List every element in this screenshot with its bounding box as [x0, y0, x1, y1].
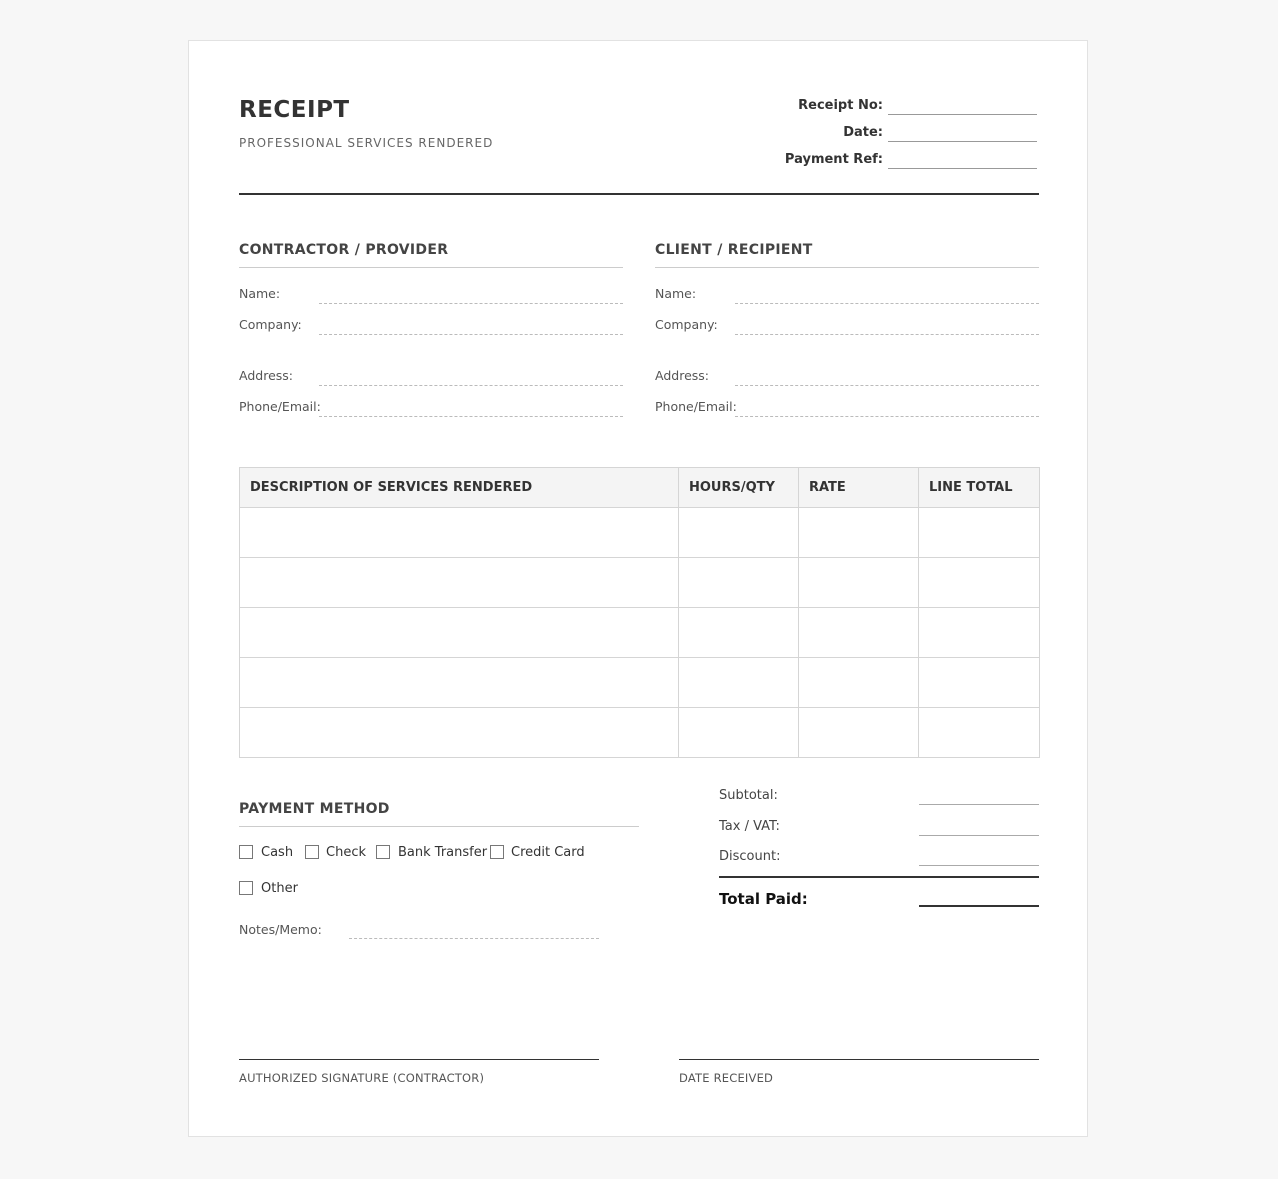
credit-card-checkbox[interactable] — [490, 845, 504, 859]
bank-transfer-checkbox[interactable] — [376, 845, 390, 859]
contractor-divider — [239, 267, 623, 268]
contractor-contact-field[interactable] — [319, 416, 623, 417]
line-total-cell[interactable] — [919, 608, 1040, 658]
line-total-cell[interactable] — [919, 708, 1040, 758]
payment-ref-field[interactable] — [888, 150, 1037, 169]
notes-label: Notes/Memo: — [239, 922, 322, 937]
table-header-row — [240, 468, 1040, 508]
client-divider — [655, 267, 1039, 268]
subtotal-field[interactable] — [919, 804, 1039, 805]
client-address-field[interactable] — [735, 385, 1039, 386]
table-row — [240, 608, 1040, 658]
column-header-line-total: LINE TOTAL — [919, 468, 1040, 508]
services-table — [239, 467, 1040, 758]
date-field[interactable] — [888, 123, 1037, 142]
hours-cell[interactable] — [679, 508, 799, 558]
bank-transfer-label: Bank Transfer — [398, 845, 488, 860]
client-contact-field[interactable] — [735, 416, 1039, 417]
table-row — [240, 508, 1040, 558]
rate-cell[interactable] — [799, 508, 919, 558]
discount-label: Discount: — [719, 849, 781, 864]
description-cell[interactable] — [240, 508, 679, 558]
discount-field[interactable] — [919, 865, 1039, 866]
hours-cell[interactable] — [679, 658, 799, 708]
line-total-cell[interactable] — [919, 658, 1040, 708]
contractor-contact-label: Phone/Email: — [239, 399, 321, 414]
credit-card-label: Credit Card — [511, 845, 585, 860]
client-name-field[interactable] — [735, 303, 1039, 304]
client-company-label: Company: — [655, 317, 718, 332]
total-paid-field[interactable] — [919, 905, 1039, 907]
total-paid-label: Total Paid: — [719, 890, 808, 908]
receipt-no-label: Receipt No: — [798, 98, 883, 113]
receipt-title: RECEIPT — [239, 97, 350, 123]
table-row — [240, 658, 1040, 708]
contractor-company-label: Company: — [239, 317, 302, 332]
client-address-label: Address: — [655, 368, 709, 383]
client-contact-label: Phone/Email: — [655, 399, 737, 414]
hours-cell[interactable] — [679, 708, 799, 758]
other-label: Other — [261, 881, 298, 896]
line-total-cell[interactable] — [919, 558, 1040, 608]
header-divider — [239, 193, 1039, 195]
contractor-signature-line[interactable] — [239, 1059, 599, 1060]
receipt-no-field[interactable] — [888, 96, 1037, 115]
description-cell[interactable] — [240, 658, 679, 708]
table-row — [240, 558, 1040, 608]
tax-field[interactable] — [919, 835, 1039, 836]
column-header-hours: HOURS/QTY — [679, 468, 799, 508]
payment-method-title: PAYMENT METHOD — [239, 801, 390, 817]
totals-divider — [719, 876, 1039, 878]
column-header-description: DESCRIPTION OF SERVICES RENDERED — [240, 468, 679, 508]
table-row — [240, 708, 1040, 758]
contractor-signature-label: AUTHORIZED SIGNATURE (CONTRACTOR) — [239, 1071, 485, 1085]
hours-cell[interactable] — [679, 558, 799, 608]
cash-checkbox[interactable] — [239, 845, 253, 859]
other-checkbox[interactable] — [239, 881, 253, 895]
receipt-page — [188, 40, 1088, 1137]
line-total-cell[interactable] — [919, 508, 1040, 558]
date-label: Date: — [843, 125, 883, 140]
description-cell[interactable] — [240, 608, 679, 658]
description-cell[interactable] — [240, 558, 679, 608]
receipt-no-row — [798, 93, 1037, 115]
hours-cell[interactable] — [679, 608, 799, 658]
rate-cell[interactable] — [799, 608, 919, 658]
check-label: Check — [326, 845, 366, 860]
contractor-address-label: Address: — [239, 368, 293, 383]
tax-label: Tax / VAT: — [719, 819, 780, 834]
contractor-name-label: Name: — [239, 286, 281, 301]
client-company-field[interactable] — [735, 334, 1039, 335]
rate-cell[interactable] — [799, 658, 919, 708]
notes-field[interactable] — [349, 938, 599, 939]
contractor-title: CONTRACTOR / PROVIDER — [239, 242, 449, 258]
check-checkbox[interactable] — [305, 845, 319, 859]
rate-cell[interactable] — [799, 708, 919, 758]
payment-ref-label: Payment Ref: — [784, 152, 883, 167]
date-row — [843, 120, 1037, 142]
date-received-label: DATE RECEIVED — [679, 1071, 774, 1085]
cash-label: Cash — [261, 845, 294, 860]
client-title: CLIENT / RECIPIENT — [655, 242, 813, 258]
contractor-address-field[interactable] — [319, 385, 623, 386]
payment-ref-row — [785, 147, 1037, 169]
column-header-rate: RATE — [799, 468, 919, 508]
rate-cell[interactable] — [799, 558, 919, 608]
receipt-subtitle: PROFESSIONAL SERVICES RENDERED — [239, 136, 494, 150]
client-name-label: Name: — [655, 286, 697, 301]
payment-method-divider — [239, 826, 639, 827]
description-cell[interactable] — [240, 708, 679, 758]
subtotal-label: Subtotal: — [719, 788, 778, 803]
contractor-company-field[interactable] — [319, 334, 623, 335]
contractor-name-field[interactable] — [319, 303, 623, 304]
date-received-line[interactable] — [679, 1059, 1039, 1060]
